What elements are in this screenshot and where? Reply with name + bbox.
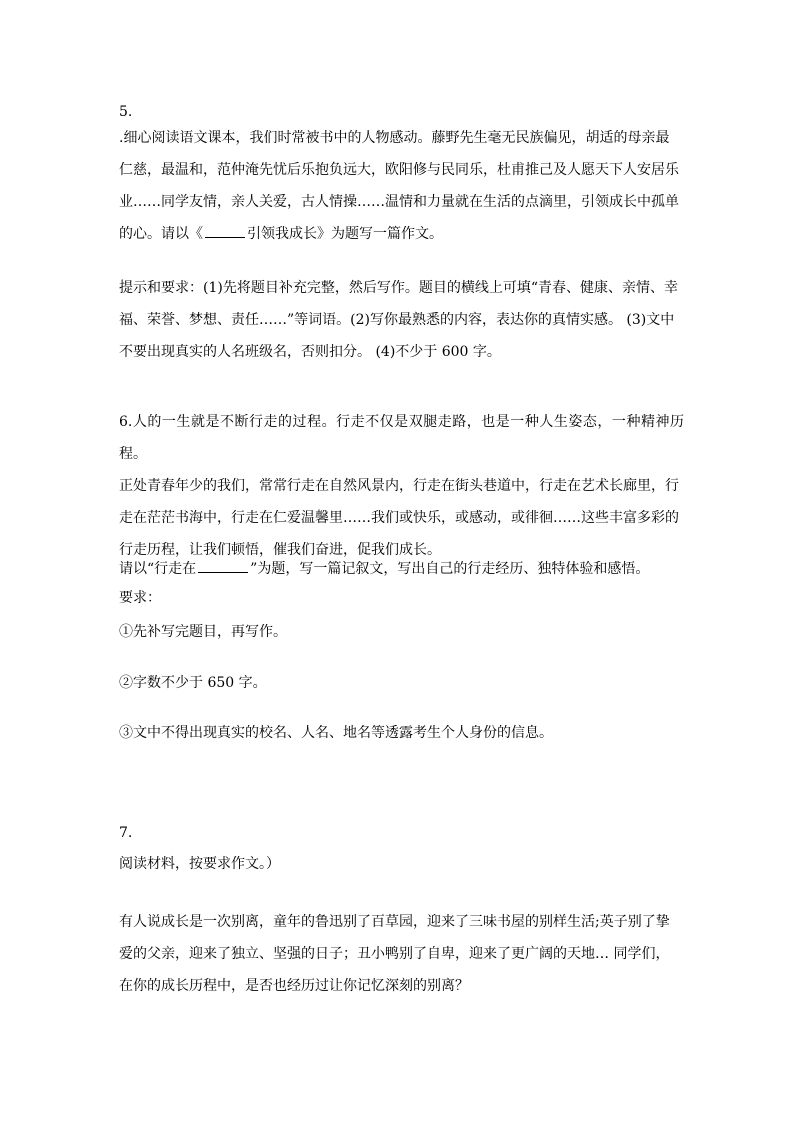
title-blank bbox=[205, 223, 245, 238]
question-6-prompt bbox=[119, 558, 684, 608]
question-7-line-2: 爱的父亲，迎来了独立、坚强的日子；丑小鸭别了自卑，迎来了更广阔的天地… 同学们， bbox=[119, 946, 670, 962]
question-5-line-2: 仁慈，最温和，范仲淹先忧后乐抱负远大，欧阳修与民同乐，杜甫推己及人愿天下人安居乐 bbox=[119, 162, 679, 178]
question-5-line-4-tail: 引领我成长》为题写一篇作文。 bbox=[247, 226, 443, 242]
question-5-number: 5. bbox=[119, 104, 133, 120]
question-5-hint-line-3: 不要出现真实的人名班级名，否则扣分。 (4)不少于 600 字。 bbox=[119, 344, 501, 360]
question-6-line-1: 6.人的一生就是不断行走的过程。行走不仅是双腿走路，也是一种人生姿态，一种精神历程。 bbox=[119, 414, 684, 462]
question-6-requirement-3 bbox=[119, 723, 684, 743]
question-5-hints bbox=[119, 272, 684, 368]
requirement-text: ②字数不少于 650 字。 bbox=[119, 675, 267, 691]
question-5-line-4 bbox=[119, 218, 684, 250]
question-7-intro: 阅读材料，按要求作文。） bbox=[119, 856, 280, 872]
requirement-text: ①先补写完题目，再写作。 bbox=[119, 624, 287, 640]
question-7-line-1: 有人说成长是一次别离，童年的鲁迅别了百草园，迎来了三味书屋的别样生活;英子别了挚 bbox=[119, 914, 670, 930]
question-5-line-1: .细心阅读语文课本，我们时常被书中的人物感动。藤野先生毫无民族偏见，胡适的母亲最 bbox=[119, 130, 670, 146]
question-5 bbox=[119, 102, 684, 250]
question-6-requirements-label: 要求： bbox=[119, 590, 161, 606]
question-6-ask bbox=[119, 558, 684, 578]
question-6-ask-head: 请以“行走在 bbox=[119, 561, 197, 577]
question-6-requirement-1 bbox=[119, 622, 684, 642]
question-5-hint-line-1: 提示和要求：(1)先将题目补充完整，然后写作。题目的横线上可填“青春、健康、亲情、幸 bbox=[119, 280, 678, 296]
question-7 bbox=[119, 823, 684, 874]
question-6-line-4: 行走历程，让我们顿悟，催我们奋进，促我们成长。 bbox=[119, 542, 441, 558]
question-7-line-3: 在你的成长历程中，是否也经历过让你记忆深刻的别离？ bbox=[119, 978, 469, 994]
question-5-line-4-head: 的心。请以《 bbox=[119, 226, 203, 242]
question-7-material bbox=[119, 906, 684, 1002]
question-6-requirement-2 bbox=[119, 673, 684, 693]
requirement-text: ③文中不得出现真实的校名、人名、地名等透露考生个人身份的信息。 bbox=[119, 725, 553, 741]
question-6 bbox=[119, 406, 684, 566]
question-6-line-3: 走在茫茫书海中，行走在仁爱温馨里……我们或快乐，或感动，或徘徊……这些丰富多彩的 bbox=[119, 510, 679, 526]
question-5-hint-line-2: 福、荣誉、梦想、责任……”等词语。(2)写你最熟悉的内容，表达你的真情实感。 (3)文中 bbox=[119, 312, 675, 328]
question-6-ask-tail: ”为题，写一篇记叙文，写出自己的行走经历、独特体验和感悟。 bbox=[250, 561, 650, 577]
question-5-line-3: 业……同学友情，亲人关爱，古人情操……温情和力量就在生活的点滴里，引领成长中孤单 bbox=[119, 194, 679, 210]
question-6-line-2: 正处青春年少的我们，常常行走在自然风景内，行走在街头巷道中，行走在艺术长廊里，行 bbox=[119, 478, 679, 494]
title-blank bbox=[198, 558, 248, 573]
question-7-number: 7. bbox=[119, 825, 133, 841]
